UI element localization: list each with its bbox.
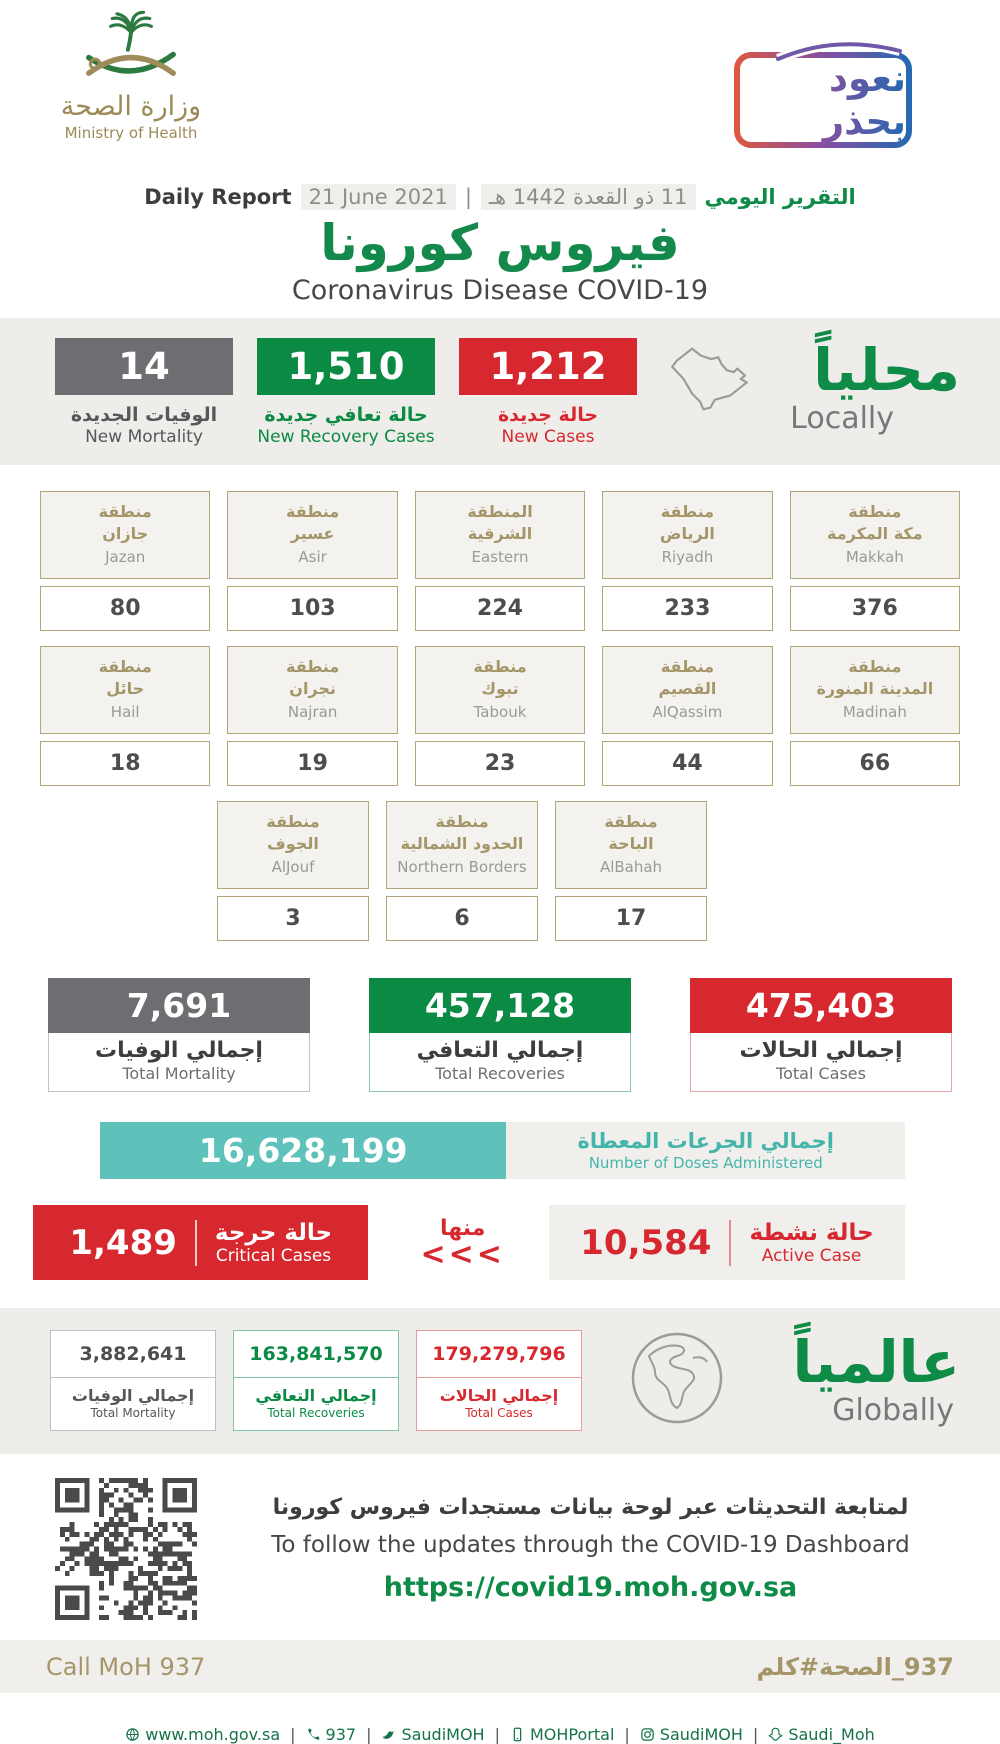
dashboard-section xyxy=(0,1454,1000,1620)
header xyxy=(0,0,1000,182)
global-cases-value: 179,279,796 xyxy=(417,1331,581,1378)
camera-icon xyxy=(640,1727,655,1742)
new-cases-value: 1,212 xyxy=(459,338,637,395)
region-name-en: Hail xyxy=(110,702,140,721)
region-name xyxy=(227,646,397,734)
palm-and-swords-icon xyxy=(67,6,195,92)
total-cases-label-ar: إجمالي الحالات xyxy=(739,1038,903,1063)
global-recoveries-value: 163,841,570 xyxy=(234,1331,398,1378)
region-name xyxy=(602,491,772,579)
hashtag-part: _937 xyxy=(891,1652,954,1681)
footer-link-phone[interactable] xyxy=(306,1725,357,1744)
region-name-ar: منطقة جازان xyxy=(98,502,152,544)
total-recoveries-value: 457,128 xyxy=(369,978,631,1033)
global-mortality-value: 3,882,641 xyxy=(51,1331,215,1378)
regions-row-3 xyxy=(2,801,922,941)
moh-logo xyxy=(36,6,226,142)
total-cases-value: 475,403 xyxy=(690,978,952,1033)
date-separator: | xyxy=(464,185,472,209)
footer-link-label: MOHPortal xyxy=(529,1725,615,1744)
footer-link-twitter[interactable] xyxy=(381,1725,484,1744)
global-mortality-label-en: Total Mortality xyxy=(90,1405,176,1420)
critical-cases-box xyxy=(33,1205,368,1280)
hashtag-part: الصحة xyxy=(819,1652,892,1681)
region-name-ar: منطقة عسير xyxy=(285,502,340,544)
new-cases-label-en: New Cases xyxy=(501,427,595,447)
footer-link-label: Saudi_Moh xyxy=(788,1725,875,1744)
total-mortality-label xyxy=(48,1033,310,1092)
region-name xyxy=(386,801,538,889)
global-cases-label xyxy=(417,1378,581,1430)
saudi-map-outline-icon xyxy=(661,340,765,431)
badge-swoosh-icon xyxy=(774,39,904,65)
critical-cases-label-ar: حالة حرجة xyxy=(214,1219,333,1246)
new-cases-label-ar: حالة جديدة xyxy=(497,404,599,426)
dashboard-url-link[interactable]: https://covid19.moh.gov.sa xyxy=(383,1572,798,1603)
region-name-ar: منطقة الحدود الشمالية xyxy=(400,812,524,854)
region-name-en: Tabouk xyxy=(473,702,527,721)
total-recoveries-label-ar: إجمالي التعافي xyxy=(416,1038,584,1063)
dashboard-text-ar: لمتابعة التحديثات عبر لوحة بيانات مستجدات فيروس كورونا xyxy=(272,1495,909,1520)
daily-report-label-ar: التقرير اليومي xyxy=(704,185,856,209)
region-name-ar: منطقة الرياض xyxy=(659,502,715,544)
mobile-app-icon xyxy=(510,1727,525,1742)
region-count: 224 xyxy=(415,586,585,631)
region-card-makkah xyxy=(790,491,960,631)
regions-grid xyxy=(0,465,1000,941)
region-name-en: Jazan xyxy=(105,547,146,566)
doses-administered-bar xyxy=(100,1122,905,1179)
local-heading-ar: محلياً xyxy=(813,336,960,404)
total-mortality-label-en: Total Mortality xyxy=(122,1064,236,1083)
region-count: 376 xyxy=(790,586,960,631)
region-name xyxy=(227,491,397,579)
doses-label xyxy=(506,1122,905,1179)
hashtag-part: كلم xyxy=(756,1652,800,1681)
active-cases-label-ar: حالة نشطة xyxy=(749,1219,874,1246)
local-totals-row xyxy=(0,956,1000,1092)
critical-cases-label xyxy=(215,1220,332,1266)
regions-row-1 xyxy=(40,491,960,631)
region-card-tabouk xyxy=(415,646,585,786)
critical-cases-value: 1,489 xyxy=(69,1222,177,1263)
region-name xyxy=(415,646,585,734)
footer-link-snapchat[interactable] xyxy=(768,1725,874,1744)
region-card-eastern xyxy=(415,491,585,631)
region-name-ar: منطقة المدينة المنورة xyxy=(816,657,934,699)
divider xyxy=(729,1220,731,1266)
doses-value: 16,628,199 xyxy=(100,1122,506,1179)
doses-label-en: Number of Doses Administered xyxy=(588,1154,823,1172)
region-name xyxy=(602,646,772,734)
region-name-ar: منطقة مكة المكرمة xyxy=(827,502,923,544)
of-which-connector xyxy=(420,1216,504,1270)
new-recoveries-value: 1,510 xyxy=(257,338,435,395)
hashtag-label xyxy=(756,1653,954,1681)
phone-icon xyxy=(306,1727,321,1742)
region-card-northern-borders xyxy=(386,801,538,941)
local-section-heading xyxy=(790,336,960,436)
footer-link-label: SaudiMOH xyxy=(401,1725,485,1744)
chevrons-left-icon: <<< xyxy=(420,1236,505,1272)
global-recoveries-box xyxy=(233,1330,399,1431)
footer-separator: | xyxy=(494,1725,500,1744)
divider xyxy=(195,1220,197,1266)
critical-cases-label-en: Critical Cases xyxy=(215,1245,332,1266)
region-count: 3 xyxy=(217,896,369,941)
region-name-ar: منطقة الجوف xyxy=(266,812,320,854)
doses-label-ar: إجمالي الجرعات المعطاة xyxy=(577,1129,834,1153)
footer-link-label: www.moh.gov.sa xyxy=(145,1725,281,1744)
region-card-najran xyxy=(227,646,397,786)
global-heading-en: Globally xyxy=(832,1392,954,1428)
region-name-en: Riyadh xyxy=(661,547,714,566)
region-name-en: Madinah xyxy=(842,702,907,721)
new-recoveries-label-en: New Recovery Cases xyxy=(257,427,435,447)
globe-icon xyxy=(125,1727,140,1742)
region-name-ar: منطقة نجران xyxy=(285,657,340,699)
globe-icon xyxy=(627,1328,727,1432)
global-mortality-label xyxy=(51,1378,215,1430)
return-with-caution-badge xyxy=(734,52,912,148)
total-mortality-block xyxy=(48,978,310,1092)
global-cases-label-ar: إجمالي الحالات xyxy=(439,1385,559,1405)
region-card-hail xyxy=(40,646,210,786)
global-recoveries-label-en: Total Recoveries xyxy=(267,1405,365,1420)
local-stats-band xyxy=(0,318,1000,465)
new-recoveries-stat xyxy=(257,338,435,447)
total-mortality-value: 7,691 xyxy=(48,978,310,1033)
qr-code xyxy=(55,1478,197,1620)
gregorian-date: 21 June 2021 xyxy=(301,184,456,210)
region-card-madinah xyxy=(790,646,960,786)
twitter-icon xyxy=(381,1727,396,1742)
region-name xyxy=(415,491,585,579)
new-mortality-stat xyxy=(55,338,233,447)
ministry-name-arabic: وزارة الصحة xyxy=(60,91,202,122)
new-mortality-label-en: New Mortality xyxy=(85,427,203,447)
region-name xyxy=(40,646,210,734)
region-name xyxy=(40,491,210,579)
footer-link-label: SaudiMOH xyxy=(659,1725,743,1744)
region-name-en: AlJouf xyxy=(271,857,315,876)
report-date-row xyxy=(0,184,1000,210)
region-card-jazan xyxy=(40,491,210,631)
region-name-ar: المنطقة الشرقية xyxy=(467,502,533,544)
active-cases-box xyxy=(549,1205,905,1280)
region-name-en: Eastern xyxy=(471,547,529,566)
region-count: 44 xyxy=(602,741,772,786)
region-name xyxy=(790,491,960,579)
global-heading-ar: عالمياً xyxy=(792,1328,960,1397)
footer-separator: | xyxy=(624,1725,630,1744)
total-cases-label xyxy=(690,1033,952,1092)
total-recoveries-block xyxy=(369,978,631,1092)
total-cases-label-en: Total Cases xyxy=(776,1064,866,1083)
global-mortality-box xyxy=(50,1330,216,1431)
region-name-en: Northern Borders xyxy=(397,857,527,876)
dashboard-text-en: To follow the updates through the COVID-19 Dashboard xyxy=(271,1532,910,1558)
region-name-ar: منطقة تبوك xyxy=(473,657,527,699)
total-recoveries-label-en: Total Recoveries xyxy=(435,1064,565,1083)
region-card-aljouf xyxy=(217,801,369,941)
region-name-ar: منطقة القصيم xyxy=(658,657,717,699)
region-count: 80 xyxy=(40,586,210,631)
region-name-en: Makkah xyxy=(845,547,904,566)
region-name-ar: منطقة الباحة xyxy=(604,812,658,854)
new-mortality-value: 14 xyxy=(55,338,233,395)
region-name xyxy=(217,801,369,889)
region-count: 6 xyxy=(386,896,538,941)
contact-bar xyxy=(0,1640,1000,1693)
footer-link-label: 937 xyxy=(325,1725,357,1744)
page-title-arabic: فيروس كورونا xyxy=(320,214,680,272)
region-name-en: Asir xyxy=(298,547,327,566)
region-count: 233 xyxy=(602,586,772,631)
region-card-asir xyxy=(227,491,397,631)
global-recoveries-label xyxy=(234,1378,398,1430)
total-recoveries-label xyxy=(369,1033,631,1092)
hijri-date: 11 ذو القعدة 1442 هـ xyxy=(481,184,696,210)
global-section-heading xyxy=(792,1328,960,1428)
global-cases-box xyxy=(416,1330,582,1431)
footer-separator: | xyxy=(752,1725,759,1744)
dashboard-texts xyxy=(241,1495,940,1603)
active-cases-label-en: Active Case xyxy=(761,1245,862,1266)
new-cases-stat xyxy=(459,338,637,447)
local-heading-en: Locally xyxy=(790,400,894,436)
new-mortality-label-ar: الوفيات الجديدة xyxy=(70,404,218,426)
region-count: 103 xyxy=(227,586,397,631)
global-stats-band xyxy=(0,1308,1000,1454)
total-mortality-label-ar: إجمالي الوفيات xyxy=(95,1038,263,1063)
global-mortality-label-ar: إجمالي الوفيات xyxy=(71,1385,195,1405)
region-count: 66 xyxy=(790,741,960,786)
ministry-name-english: Ministry of Health xyxy=(64,123,198,142)
call-moh-label: Call MoH 937 xyxy=(46,1652,206,1681)
region-count: 17 xyxy=(555,896,707,941)
badge-inner xyxy=(740,58,906,142)
footer-link-mohportal[interactable] xyxy=(510,1725,614,1744)
region-count: 23 xyxy=(415,741,585,786)
region-name-en: AlBahah xyxy=(599,857,663,876)
daily-report-label-en: Daily Report xyxy=(144,185,292,209)
footer-separator: | xyxy=(290,1725,296,1744)
region-name xyxy=(555,801,707,889)
total-cases-block xyxy=(690,978,952,1092)
of-which-label-ar: منها xyxy=(440,1215,486,1241)
region-count: 18 xyxy=(40,741,210,786)
badge-text: نعود بحذر xyxy=(740,57,906,143)
region-name-en: AlQassim xyxy=(652,702,723,721)
footer-link-instagram[interactable] xyxy=(640,1725,743,1744)
regions-row-2 xyxy=(40,646,960,786)
snapchat-ghost-icon xyxy=(768,1727,783,1742)
new-recoveries-label-ar: حالة تعافي جديدة xyxy=(264,404,428,426)
region-card-albahah xyxy=(555,801,707,941)
critical-active-row xyxy=(33,1205,905,1280)
region-card-riyadh xyxy=(602,491,772,631)
page-title-english: Coronavirus Disease COVID-19 xyxy=(291,275,709,306)
global-cases-label-en: Total Cases xyxy=(465,1405,533,1420)
region-name-en: Najran xyxy=(287,702,338,721)
region-name xyxy=(790,646,960,734)
footer-link-website[interactable] xyxy=(125,1725,280,1744)
global-recoveries-label-ar: إجمالي التعافي xyxy=(255,1385,377,1405)
hashtag-part: # xyxy=(799,1652,820,1681)
region-name-ar: منطقة حائل xyxy=(98,657,152,699)
active-cases-label xyxy=(749,1220,873,1266)
region-card-alqassim xyxy=(602,646,772,786)
active-cases-value: 10,584 xyxy=(580,1222,712,1263)
region-count: 19 xyxy=(227,741,397,786)
footer-separator: | xyxy=(366,1725,372,1744)
footer-links xyxy=(0,1725,1000,1744)
